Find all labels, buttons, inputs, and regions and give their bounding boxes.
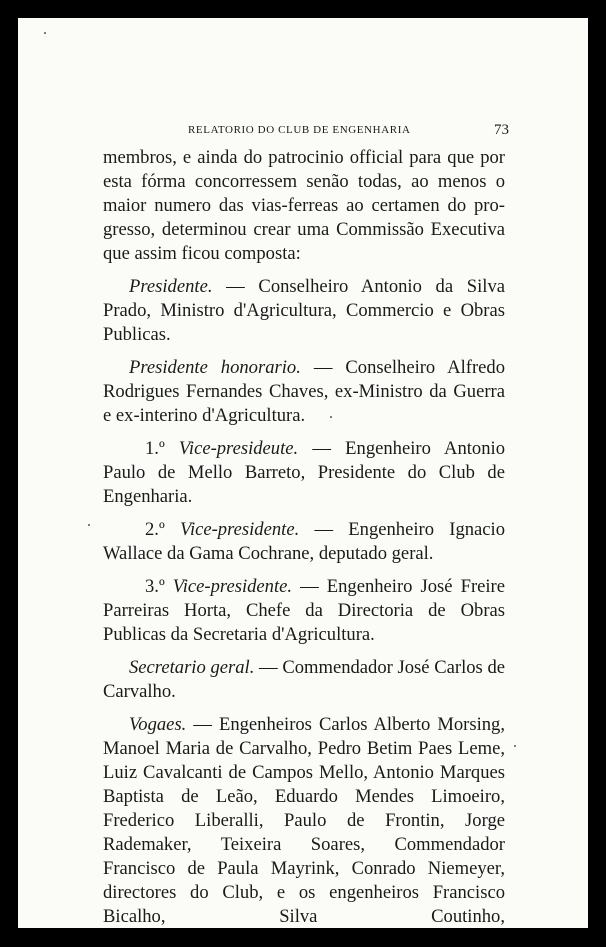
- opening-line: gresso, determinou crear uma Commissão Executiva: [103, 219, 505, 240]
- paragraph-presidente: Presidente. — Conselheiro Antonio da Silva Prado, Ministro d'Agricultura, Commercio e Obras Publicas.: [103, 276, 505, 345]
- print-speck: [44, 32, 46, 34]
- paragraph-vogaes: Vogaes. — Engenheiros Carlos Alberto Morsing, Manoel Maria de Carvalho, Pedro Betim Paes Leme, Luiz Cavalcanti de Campos Mello, Antonio Marques Baptista de Leão, Eduardo Mendes Limoeiro, Frederico Liberalli, Paulo de Frontin, Jorge Rademaker, Teixeira Soares, Commendador Francisco de Paula Mayrink, Conrado Niemeyer, directores do Club, e os engenheiros Francisco Bicalho, Silva Coutinho,: [103, 714, 505, 927]
- paragraph-third-vice-president: 3.º Vice-presidente. — Engenheiro José Freire Parreiras Horta, Chefe da Directoria de Obras Publicas da Secretaria d'Agricultura.: [103, 576, 505, 645]
- book-page: [18, 18, 588, 928]
- opening-line: maior numero das vias-ferreas ao certamen do pro-: [103, 195, 505, 216]
- opening-line: membros, e ainda do patrocinio official para que por: [103, 147, 505, 168]
- opening-line: que assim ficou composta:: [103, 243, 301, 264]
- running-head: RELATORIO DO CLUB DE ENGENHARIA: [188, 124, 411, 136]
- paragraph-second-vice-president: 2.º Vice-presidente. — Engenheiro Ignacio Wallace da Gama Cochrane, deputado geral.: [103, 519, 506, 564]
- page-number: 73: [494, 122, 509, 138]
- paragraph-presidente-honorario: Presidente honorario. — Conselheiro Alfredo Rodrigues Fernandes Chaves, ex-Ministro da Guerra e ex-interino d'Agricultura.: [103, 357, 505, 426]
- opening-line: esta fórma concorressem senão todas, ao menos o: [103, 171, 505, 192]
- body-text: [103, 146, 505, 929]
- paragraph-first-vice-president: 1.º Vice-presideute. — Engenheiro Antonio Paulo de Mello Barreto, Presidente do Club de Engenharia.: [103, 438, 505, 507]
- page-header: [18, 122, 588, 142]
- paragraph-secretario-geral: Secretario geral. — Commendador José Carlos de Carvalho.: [103, 657, 506, 702]
- print-speck: [514, 745, 516, 747]
- print-speck: [330, 416, 332, 418]
- print-speck: [88, 524, 90, 526]
